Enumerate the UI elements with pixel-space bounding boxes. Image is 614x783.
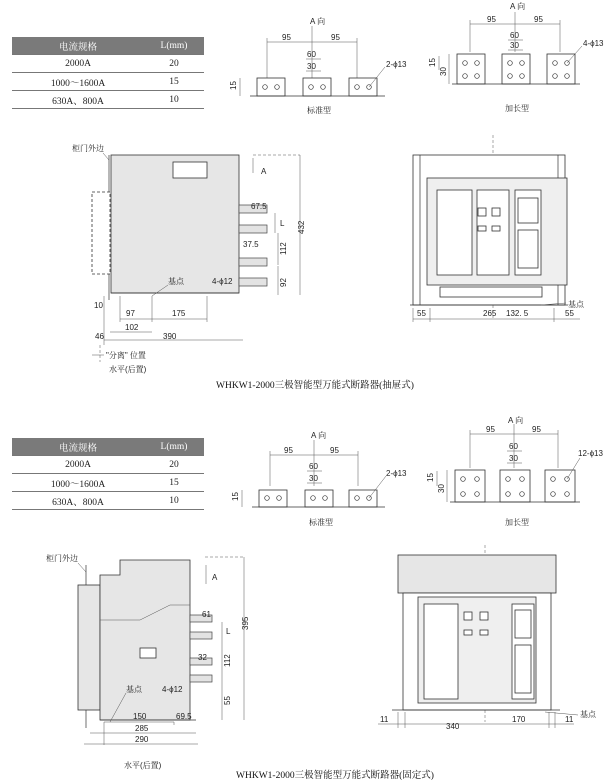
dim-112: 112: [279, 242, 288, 255]
dim-290: 290: [135, 735, 149, 744]
level-rear-label: 水平(后置): [109, 365, 147, 374]
dim-30-vertical: 30: [439, 67, 448, 76]
dim-46: 46: [95, 332, 104, 341]
dim-95: 95: [330, 446, 339, 455]
dim-15: 15: [231, 492, 240, 501]
dim-95: 95: [534, 15, 543, 24]
top-side-view: [72, 143, 306, 374]
table-cell: 1000～1600A: [12, 474, 144, 492]
dim-95: 95: [532, 425, 541, 434]
direction-label: A 向: [510, 2, 526, 11]
table-cell: 2000A: [12, 55, 144, 73]
standard-type-label: 标准型: [307, 106, 331, 115]
base-point-label: 基点: [126, 685, 142, 694]
figure-caption-drawer: WHKW1-2000三极智能型万能式断路器(抽屉式): [216, 381, 414, 391]
dim-175: 175: [172, 309, 186, 318]
dim-15: 15: [229, 81, 238, 90]
bottom-standard-terminal-view: [231, 430, 407, 527]
table-cell: 20: [144, 456, 204, 474]
hole-spec: 12-ϕ13: [578, 449, 603, 458]
table-cell: 10: [144, 91, 204, 109]
base-point-label: 基点: [580, 710, 596, 719]
table-header-l: L(mm): [144, 37, 204, 55]
dim-30: 30: [309, 474, 318, 483]
table-cell: 630A、800A: [12, 91, 144, 109]
dim-95: 95: [331, 33, 340, 42]
dim-55: 55: [565, 309, 574, 318]
dim-55: 55: [417, 309, 426, 318]
table-cell: 20: [144, 55, 204, 73]
top-standard-terminal-view: [229, 16, 407, 115]
table-cell: 2000A: [12, 456, 144, 474]
separate-position-label: "分离" 位置: [106, 351, 146, 360]
holes-spec: 4-ϕ12: [212, 277, 233, 286]
dim-60: 60: [309, 462, 318, 471]
arrow-a-label: A: [212, 573, 218, 582]
dim-15: 15: [428, 58, 437, 67]
dim-11: 11: [380, 715, 389, 724]
dim-95: 95: [487, 15, 496, 24]
dim-60: 60: [510, 31, 519, 40]
dim-170: 170: [512, 715, 526, 724]
dim-340: 340: [446, 722, 460, 731]
table-cell: 630A、800A: [12, 492, 144, 510]
dim-37-5: 37.5: [243, 240, 259, 249]
extended-type-label: 加长型: [505, 104, 529, 113]
dim-112: 112: [223, 654, 232, 667]
dim-432: 432: [297, 220, 306, 234]
table-header-spec: 电流规格: [12, 37, 144, 55]
bottom-extended-terminal-view: [426, 415, 603, 527]
direction-label: A 向: [311, 431, 327, 440]
dim-95: 95: [284, 446, 293, 455]
dim-97: 97: [126, 309, 135, 318]
base-point-label: 基点: [168, 277, 184, 286]
bottom-side-view: [46, 553, 250, 770]
extended-type-label: 加长型: [505, 518, 529, 527]
dim-30: 30: [307, 62, 316, 71]
hole-spec: 2-ϕ13: [386, 60, 407, 69]
dim-30-vertical: 30: [437, 484, 446, 493]
dim-10: 10: [94, 301, 103, 310]
door-edge-label: 柜门外边: [72, 144, 104, 153]
standard-type-label: 标准型: [309, 518, 333, 527]
dim-67-5: 67.5: [251, 202, 267, 211]
table-cell: 15: [144, 73, 204, 91]
arrow-a-label: A: [261, 167, 267, 176]
dim-390: 390: [163, 332, 177, 341]
dim-l: L: [280, 219, 285, 228]
table-header-spec: 电流规格: [12, 438, 144, 456]
top-front-view: [410, 135, 585, 322]
base-point-label: 基点: [568, 300, 584, 309]
table-cell: 10: [144, 492, 204, 510]
level-rear-label: 水平(后置): [124, 761, 162, 770]
dim-95: 95: [282, 33, 291, 42]
dim-150: 150: [133, 712, 147, 721]
figure-caption-fixed: WHKW1-2000三极智能型万能式断路器(固定式): [236, 771, 434, 781]
dim-132-5: 132. 5: [506, 309, 529, 318]
top-extended-terminal-view: [428, 1, 604, 113]
dim-15: 15: [426, 473, 435, 482]
door-edge-label: 柜门外边: [46, 554, 78, 563]
bottom-front-view: [378, 545, 597, 731]
table-cell: 1000～1600A: [12, 73, 144, 91]
table-header-l: L(mm): [144, 438, 204, 456]
hole-spec: 2-ϕ13: [386, 469, 407, 478]
dim-285: 285: [135, 724, 149, 733]
dim-265: 265: [483, 309, 497, 318]
dim-395: 395: [241, 616, 250, 630]
dim-69-5: 69.5: [176, 712, 192, 721]
direction-label: A 向: [508, 416, 524, 425]
direction-label: A 向: [310, 17, 326, 26]
dim-55: 55: [223, 696, 232, 705]
dim-30: 30: [509, 454, 518, 463]
hole-spec: 4-ϕ13: [583, 39, 604, 48]
dim-61: 61: [202, 610, 211, 619]
dim-102: 102: [125, 323, 139, 332]
dim-60: 60: [307, 50, 316, 59]
dim-60: 60: [509, 442, 518, 451]
table-cell: 15: [144, 474, 204, 492]
holes-spec: 4-ϕ12: [162, 685, 183, 694]
dim-95: 95: [486, 425, 495, 434]
dim-l: L: [226, 627, 231, 636]
dim-32: 32: [198, 653, 207, 662]
dim-30: 30: [510, 41, 519, 50]
dim-92: 92: [279, 278, 288, 287]
dim-11: 11: [565, 715, 574, 724]
